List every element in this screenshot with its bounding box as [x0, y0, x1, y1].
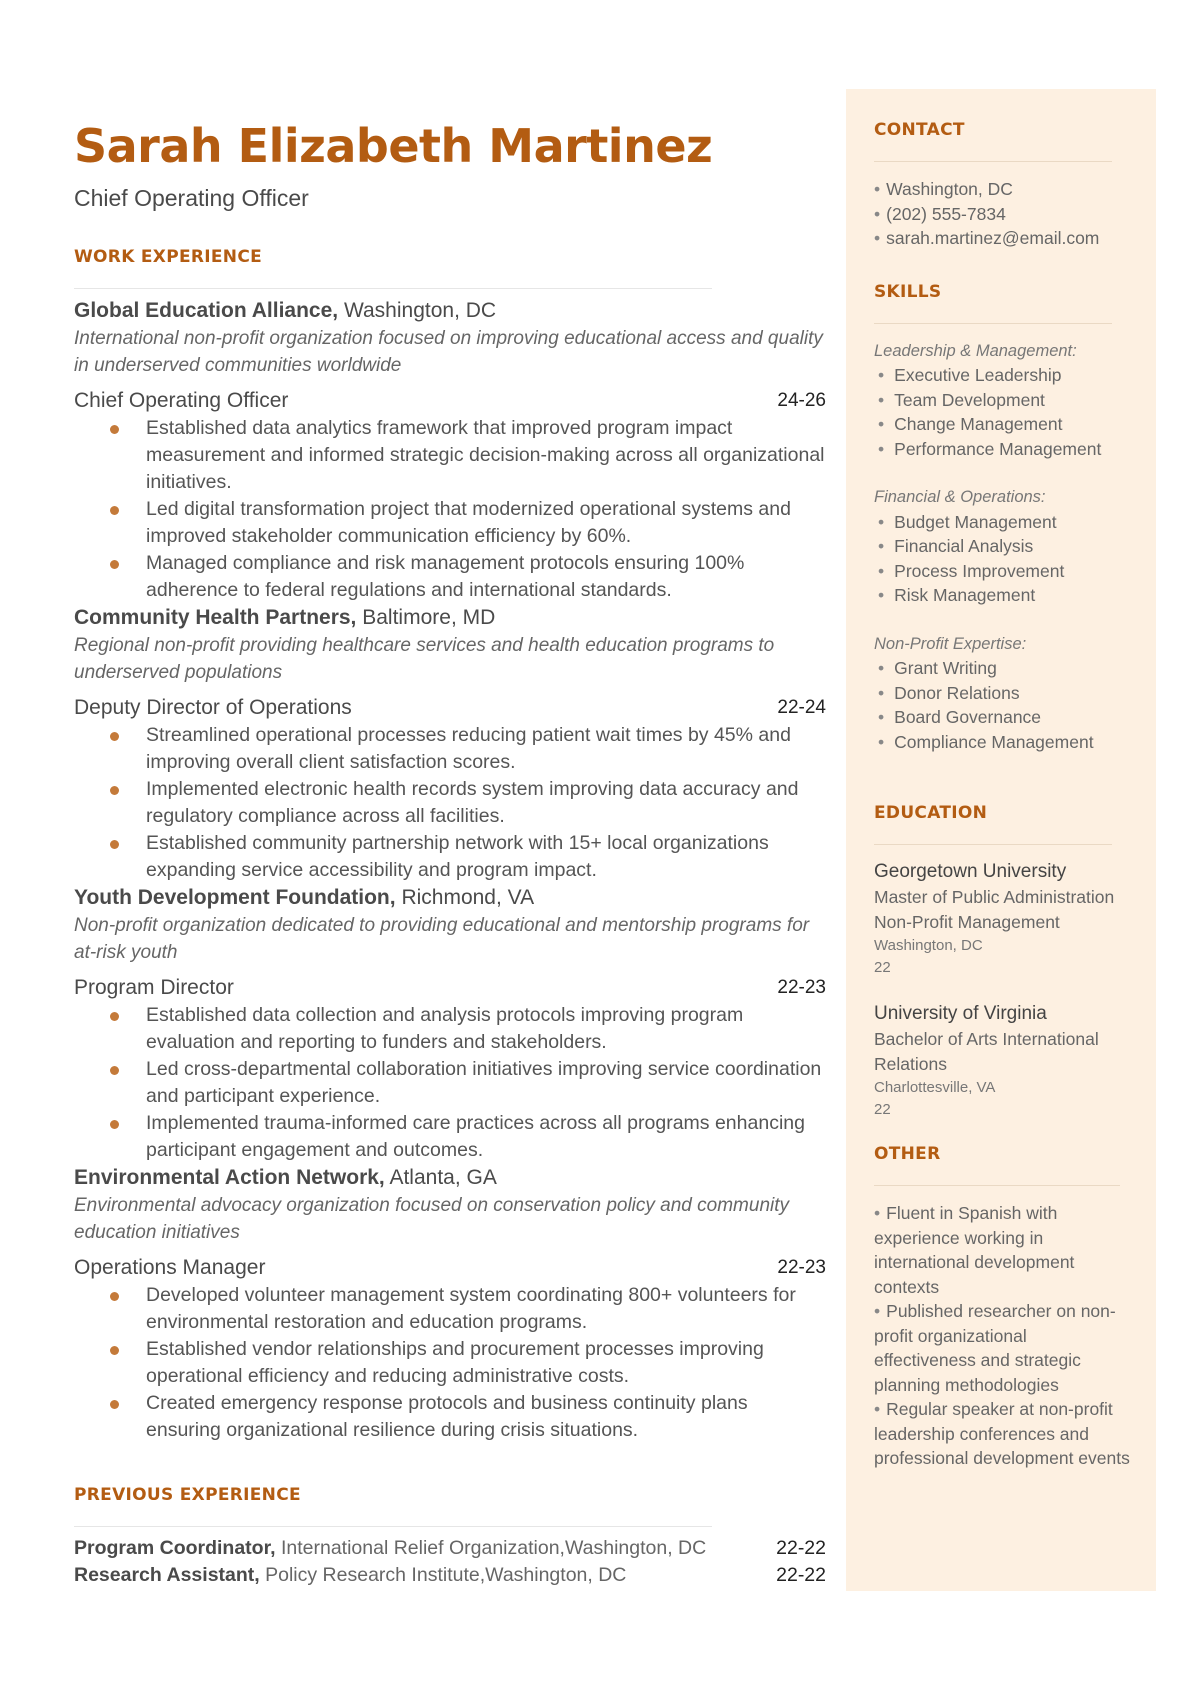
bullet-icon: • [878, 731, 885, 752]
skill-label: Board Governance [894, 707, 1042, 727]
skills-group [874, 632, 1132, 755]
bullet-dot-icon [110, 1012, 119, 1021]
bullet-icon: • [874, 1301, 881, 1321]
other-divider [874, 1185, 1120, 1186]
job-bullet [110, 496, 826, 550]
job-bullets [74, 1002, 826, 1164]
job-org-description: Environmental advocacy organization focused on conservation policy and community education initiatives [74, 1195, 790, 1243]
education-degree: Master of Public Administration Non-Profit Management [874, 887, 1115, 932]
contact-list [874, 177, 1132, 251]
job-org-line [74, 297, 826, 325]
job-location: Atlanta, GA [389, 1166, 497, 1189]
skills-divider [874, 323, 1112, 324]
bullet-icon: • [878, 536, 885, 556]
sidebar [846, 89, 1156, 1591]
job-bullet [110, 1056, 826, 1110]
job-dates: 22-23 [777, 977, 826, 998]
job-org-name: Community Health Partners, [74, 606, 357, 629]
skill-item [874, 559, 1132, 584]
skill-label: Performance Management [894, 438, 1102, 459]
skill-label: Team Development [894, 389, 1045, 410]
contact-divider [874, 161, 1112, 162]
bullet-icon: • [874, 179, 881, 199]
education-degree: Bachelor of Arts International Relations [874, 1029, 1099, 1074]
skill-label: Grant Writing [894, 658, 997, 678]
skill-item [874, 730, 1132, 755]
skill-category: Non-Profit Expertise: [874, 634, 1027, 653]
job-location: Richmond, VA [401, 886, 535, 909]
education-year: 22 [874, 1101, 891, 1118]
skill-item [874, 363, 1132, 388]
job-entry [74, 297, 826, 604]
contact-phone: (202) 555-7834 [886, 203, 1006, 224]
bullet-icon: • [878, 658, 885, 678]
education-school: University of Virginia [874, 1003, 1047, 1024]
job-role-row [74, 1254, 826, 1282]
contact-item-email [874, 226, 1132, 251]
job-bullet [110, 550, 826, 604]
job-org-description: Regional non-profit providing healthcare services and health education programs to underserved populations [74, 635, 775, 683]
job-org-description: International non-profit organization focused on improving educational access and quality in underserved communities worldwide [74, 328, 823, 376]
job-bullet-text: Developed volunteer management system coordinating 800+ volunteers for environmental restoration and education programs. [146, 1284, 796, 1333]
job-role-row [74, 387, 826, 415]
bullet-dot-icon [110, 1292, 119, 1301]
job-bullet [110, 415, 826, 496]
bullet-icon: • [878, 365, 885, 385]
job-bullet-text: Managed compliance and risk management protocols ensuring 100% adherence to federal regulations and international standards. [146, 552, 745, 601]
job-bullet [110, 1282, 826, 1336]
job-role-row [74, 694, 826, 722]
job-bullet-text: Streamlined operational processes reducing patient wait times by 45% and improving overall client satisfaction scores. [146, 724, 791, 773]
job-bullet-text: Led digital transformation project that modernized operational systems and improved stakeholder communication efficiency by 60%. [146, 498, 791, 547]
other-item [874, 1201, 1132, 1299]
bullet-icon: • [874, 228, 881, 248]
job-bullets [74, 1282, 826, 1444]
job-entry [74, 884, 826, 1164]
previous-detail: International Relief Organization,Washington, DC [280, 1537, 707, 1559]
job-org-name: Youth Development Foundation, [74, 886, 396, 909]
job-bullet [110, 1002, 826, 1056]
bullet-dot-icon [110, 1346, 119, 1355]
education-heading: EDUCATION [874, 803, 988, 823]
education-school: Georgetown University [874, 861, 1067, 882]
previous-detail: Policy Research Institute,Washington, DC [265, 1564, 627, 1586]
job-bullet-text: Created emergency response protocols and business continuity plans ensuring organizational resilience during crisis situations. [146, 1392, 748, 1441]
job-bullets [74, 722, 826, 884]
other-list [874, 1201, 1132, 1471]
previous-experience-divider [74, 1526, 712, 1527]
skill-label: Budget Management [894, 511, 1057, 532]
job-bullet [110, 1336, 826, 1390]
job-bullet [110, 722, 826, 776]
job-bullet-text: Established vendor relationships and procurement processes improving operational efficiency and reducing administrative costs. [146, 1338, 764, 1387]
other-text: Fluent in Spanish with experience working in international development contexts [874, 1203, 1075, 1297]
bullet-icon: • [878, 560, 885, 581]
bullet-icon: • [874, 1203, 881, 1223]
skills-group [874, 485, 1132, 608]
previous-experience-item [74, 1562, 826, 1589]
bullet-dot-icon [110, 786, 119, 795]
skill-category: Leadership & Management: [874, 341, 1077, 360]
skill-label: Risk Management [894, 585, 1036, 605]
bullet-dot-icon [110, 732, 119, 741]
skill-item [874, 656, 1132, 681]
contact-item-phone [874, 202, 1132, 227]
job-org-line [74, 884, 826, 912]
job-bullet-text: Established data analytics framework that improved program impact measurement and informed strategic decision-making across all organizational initiatives. [146, 417, 825, 493]
bullet-icon: • [878, 511, 885, 532]
main-column [74, 118, 826, 1589]
job-bullet [110, 1110, 826, 1164]
job-role: Program Director [74, 976, 234, 999]
bullet-icon: • [878, 585, 885, 605]
job-bullet-text: Led cross-departmental collaboration initiatives improving service coordination and participant experience. [146, 1058, 822, 1107]
bullet-dot-icon [110, 1066, 119, 1075]
skills-group [874, 339, 1132, 462]
job-org-description: Non-profit organization dedicated to providing educational and mentorship programs for at-risk youth [74, 915, 810, 963]
other-item [874, 1299, 1132, 1397]
bullet-icon: • [878, 389, 885, 410]
education-entry [874, 859, 1132, 979]
job-bullets [74, 415, 826, 604]
skill-category: Financial & Operations: [874, 488, 1046, 506]
bullet-icon: • [874, 1399, 881, 1419]
skill-item [874, 534, 1132, 559]
skill-item [874, 583, 1132, 608]
work-experience-divider [74, 288, 712, 289]
education-divider [874, 844, 1112, 845]
contact-location: Washington, DC [886, 179, 1013, 199]
job-entry [74, 1164, 826, 1444]
skill-label: Executive Leadership [894, 365, 1062, 385]
job-role: Operations Manager [74, 1256, 266, 1279]
skill-label: Process Improvement [894, 560, 1065, 581]
job-bullet [110, 776, 826, 830]
previous-role: Program Coordinator, [74, 1537, 276, 1559]
job-bullet [110, 1390, 826, 1444]
previous-role: Research Assistant, [74, 1564, 260, 1586]
other-text: Regular speaker at non-profit leadership conferences and professional development events [874, 1399, 1130, 1468]
job-org-name: Global Education Alliance, [74, 299, 339, 322]
previous-experience-heading: PREVIOUS EXPERIENCE [74, 1485, 301, 1505]
bullet-icon: • [878, 438, 885, 459]
skill-label: Compliance Management [894, 731, 1094, 752]
job-entry [74, 604, 826, 884]
job-location: Baltimore, MD [362, 606, 496, 629]
job-org-line [74, 1164, 826, 1192]
other-item [874, 1397, 1132, 1471]
previous-experience-list [74, 1535, 826, 1589]
job-role: Chief Operating Officer [74, 389, 289, 412]
previous-dates: 22-22 [776, 1564, 826, 1586]
job-bullet-text: Established community partnership network with 15+ local organizations expanding service accessibility and program impact. [146, 832, 769, 881]
skill-item [874, 705, 1132, 730]
job-bullet-text: Implemented trauma-informed care practices across all programs enhancing participant engagement and outcomes. [146, 1112, 805, 1161]
other-text: Published researcher on non-profit organizational effectiveness and strategic planning methodologies [874, 1301, 1116, 1395]
bullet-dot-icon [110, 1120, 119, 1129]
bullet-dot-icon [110, 840, 119, 849]
bullet-icon: • [878, 414, 885, 434]
skill-item [874, 681, 1132, 706]
bullet-dot-icon [110, 560, 119, 569]
candidate-name: Sarah Elizabeth Martinez [74, 119, 713, 173]
work-experience-heading: WORK EXPERIENCE [74, 247, 263, 267]
skill-item [874, 510, 1132, 535]
sidebar-content [874, 119, 1132, 1471]
education-location: Washington, DC [874, 937, 983, 954]
skill-label: Change Management [894, 414, 1063, 434]
candidate-title: Chief Operating Officer [74, 185, 309, 211]
skill-item [874, 388, 1132, 413]
job-location: Washington, DC [343, 299, 497, 322]
job-org-name: Environmental Action Network, [74, 1166, 385, 1189]
previous-dates: 22-22 [776, 1537, 826, 1559]
skill-label: Financial Analysis [894, 536, 1034, 556]
education-location: Charlottesville, VA [874, 1079, 996, 1096]
skills-heading: SKILLS [874, 281, 942, 302]
skill-item [874, 412, 1132, 437]
job-org-line [74, 604, 826, 632]
job-bullet-text: Implemented electronic health records system improving data accuracy and regulatory compliance across all facilities. [146, 778, 799, 827]
other-heading: OTHER [874, 1144, 941, 1164]
bullet-icon: • [874, 203, 881, 224]
bullet-icon: • [878, 707, 885, 727]
bullet-dot-icon [110, 425, 119, 434]
contact-item-location [874, 177, 1132, 202]
job-dates: 24-26 [777, 390, 826, 411]
education-entry [874, 1001, 1132, 1121]
bullet-dot-icon [110, 506, 119, 515]
skill-item [874, 437, 1132, 462]
job-bullet-text: Established data collection and analysis protocols improving program evaluation and reporting to funders and stakeholders. [146, 1004, 744, 1053]
previous-experience-item [74, 1535, 826, 1562]
contact-email: sarah.martinez@email.com [886, 228, 1100, 248]
job-role-row [74, 974, 826, 1002]
job-bullet [110, 830, 826, 884]
job-dates: 22-23 [777, 1257, 826, 1278]
bullet-icon: • [878, 682, 885, 703]
bullet-dot-icon [110, 1400, 119, 1409]
job-role: Deputy Director of Operations [74, 696, 352, 719]
contact-heading: CONTACT [874, 120, 965, 140]
skill-label: Donor Relations [894, 682, 1020, 703]
education-year: 22 [874, 959, 891, 976]
job-dates: 22-24 [777, 697, 826, 718]
